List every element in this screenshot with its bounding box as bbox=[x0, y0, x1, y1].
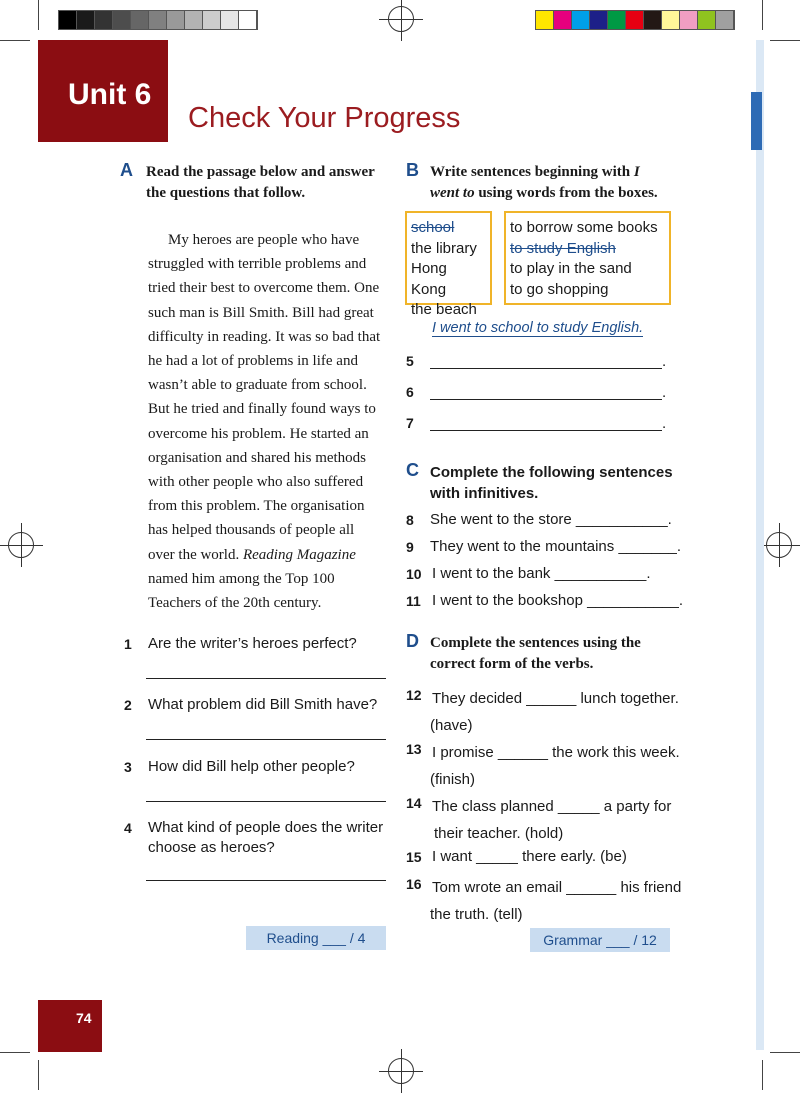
question-line: They decided ______ lunch together. bbox=[432, 690, 679, 707]
instruction-line: with infinitives. bbox=[430, 485, 539, 502]
question-text: How did Bill help other people? bbox=[148, 758, 355, 775]
reading-passage bbox=[148, 228, 384, 615]
question-line: choose as heroes? bbox=[148, 839, 275, 856]
gray-swatch bbox=[59, 11, 77, 29]
color-swatch bbox=[536, 11, 554, 29]
question-number: 6 bbox=[406, 384, 414, 400]
registration-mark-top bbox=[388, 6, 414, 32]
process-color-bar bbox=[535, 10, 735, 30]
section-d-letter: D bbox=[406, 631, 419, 651]
question-number: 9 bbox=[406, 539, 414, 555]
question-line: (finish) bbox=[430, 771, 476, 788]
passage-text: named him among the Top 100 Teachers of the 20th century. bbox=[148, 570, 335, 612]
word-option: to borrow some books bbox=[510, 219, 658, 236]
instruction-text: using words from the boxes. bbox=[474, 185, 658, 201]
answer-line[interactable] bbox=[430, 368, 662, 369]
gray-color-bar bbox=[58, 10, 258, 30]
registration-mark-left bbox=[8, 532, 34, 558]
question-number: 14 bbox=[406, 795, 422, 811]
color-swatch bbox=[680, 11, 698, 29]
section-a-instruction bbox=[146, 162, 375, 204]
score-total: / 12 bbox=[633, 932, 657, 948]
unit-label: Unit 6 bbox=[68, 78, 152, 111]
registration-mark-bottom bbox=[388, 1058, 414, 1084]
question-text bbox=[432, 874, 681, 928]
question-number: 2 bbox=[124, 697, 132, 713]
instruction-italic: went to bbox=[430, 185, 475, 201]
question-text bbox=[432, 739, 680, 793]
registration-mark-right bbox=[766, 532, 792, 558]
score-blank[interactable]: ___ bbox=[606, 932, 630, 948]
question-number: 15 bbox=[406, 849, 422, 865]
section-c-instruction bbox=[430, 462, 673, 504]
instruction-line: the questions that follow. bbox=[146, 185, 306, 201]
word-crossed-out: school bbox=[411, 219, 455, 236]
question-line: (have) bbox=[430, 717, 473, 734]
crop-mark bbox=[762, 1060, 763, 1090]
score-label: Grammar bbox=[543, 932, 603, 948]
question-line: What kind of people does the writer bbox=[148, 819, 384, 836]
question-text: Are the writer’s heroes perfect? bbox=[148, 635, 357, 652]
page-number-box bbox=[38, 1000, 102, 1052]
gray-swatch bbox=[113, 11, 131, 29]
crop-mark bbox=[762, 0, 763, 30]
color-swatch bbox=[554, 11, 572, 29]
instruction-line: Complete the following sentences bbox=[430, 464, 673, 481]
gray-swatch bbox=[203, 11, 221, 29]
question-text: She went to the store ___________. bbox=[430, 511, 672, 528]
section-d-instruction bbox=[430, 633, 641, 675]
color-swatch bbox=[572, 11, 590, 29]
question-text: They went to the mountains _______. bbox=[430, 538, 682, 555]
score-label: Reading bbox=[266, 930, 319, 946]
section-b-instruction bbox=[430, 162, 658, 204]
gray-swatch bbox=[239, 11, 257, 29]
color-swatch bbox=[716, 11, 734, 29]
color-swatch bbox=[608, 11, 626, 29]
section-b-letter: B bbox=[406, 160, 419, 180]
word-option: the beach bbox=[411, 301, 477, 318]
answer-line[interactable] bbox=[146, 678, 386, 679]
magazine-title: Reading Magazine bbox=[242, 546, 356, 563]
color-swatch bbox=[590, 11, 608, 29]
crop-mark bbox=[0, 1052, 30, 1053]
question-number: 8 bbox=[406, 512, 414, 528]
line-end: . bbox=[662, 415, 667, 432]
answer-line[interactable] bbox=[430, 399, 662, 400]
instruction-line: Read the passage below and answer bbox=[146, 164, 375, 180]
gray-swatch bbox=[95, 11, 113, 29]
margin-strip bbox=[756, 40, 764, 1050]
question-line: the truth. (tell) bbox=[430, 906, 523, 923]
question-number: 11 bbox=[406, 593, 421, 609]
question-number: 16 bbox=[406, 876, 422, 892]
line-end: . bbox=[662, 384, 667, 401]
question-number: 12 bbox=[406, 687, 422, 703]
question-text bbox=[432, 685, 679, 739]
section-a-letter: A bbox=[120, 160, 133, 180]
places-word-box bbox=[405, 211, 492, 318]
answer-line[interactable] bbox=[430, 430, 662, 431]
question-text bbox=[148, 818, 383, 858]
section-c-letter: C bbox=[406, 460, 419, 480]
instruction-line: Complete the sentences using the bbox=[430, 635, 641, 651]
crop-mark bbox=[0, 40, 30, 41]
question-number: 5 bbox=[406, 353, 414, 369]
purposes-word-box bbox=[504, 211, 671, 305]
instruction-line: correct form of the verbs. bbox=[430, 656, 594, 672]
question-text: What problem did Bill Smith have? bbox=[148, 696, 378, 713]
crop-mark bbox=[38, 0, 39, 30]
page-number: 74 bbox=[76, 1010, 92, 1026]
answer-line[interactable] bbox=[146, 801, 386, 802]
answer-line[interactable] bbox=[146, 739, 386, 740]
crop-mark bbox=[770, 1052, 800, 1053]
question-text: I want _____ there early. (be) bbox=[432, 848, 627, 865]
instruction-text: Write sentences beginning with bbox=[430, 164, 634, 180]
color-swatch bbox=[626, 11, 644, 29]
crop-mark bbox=[770, 40, 800, 41]
word-option: Hong Kong bbox=[411, 260, 447, 298]
gray-swatch bbox=[221, 11, 239, 29]
gray-swatch bbox=[185, 11, 203, 29]
question-number: 7 bbox=[406, 415, 414, 431]
crop-mark bbox=[38, 1060, 39, 1090]
color-swatch bbox=[644, 11, 662, 29]
word-crossed-out: to study English bbox=[510, 239, 616, 257]
question-line: their teacher. (hold) bbox=[434, 825, 564, 842]
gray-swatch bbox=[167, 11, 185, 29]
word-option: to play in the sand bbox=[510, 260, 632, 277]
line-end: . bbox=[662, 353, 667, 370]
question-number: 3 bbox=[124, 759, 132, 775]
unit-tab-marker bbox=[751, 92, 762, 150]
page-title: Check Your Progress bbox=[188, 102, 461, 134]
question-number: 10 bbox=[406, 566, 422, 582]
question-number: 1 bbox=[124, 636, 132, 652]
question-number: 13 bbox=[406, 741, 422, 757]
question-line: Tom wrote an email ______ his friend bbox=[432, 879, 682, 896]
question-text: I went to the bank ___________. bbox=[432, 565, 651, 582]
color-swatch bbox=[698, 11, 716, 29]
question-text: I went to the bookshop ___________. bbox=[432, 592, 684, 609]
word-option: to go shopping bbox=[510, 280, 609, 298]
gray-swatch bbox=[77, 11, 95, 29]
gray-swatch bbox=[149, 11, 167, 29]
word-option: the library bbox=[411, 239, 477, 257]
reading-score-box bbox=[246, 926, 386, 950]
instruction-italic: I bbox=[633, 164, 640, 180]
question-line: I promise ______ the work this week. bbox=[432, 744, 680, 761]
color-swatch bbox=[662, 11, 680, 29]
score-total: / 4 bbox=[349, 930, 366, 946]
example-sentence: I went to school to study English. bbox=[432, 320, 644, 336]
question-text bbox=[432, 793, 671, 847]
passage-text: My heroes are people who have struggled with terrible problems and tried their best to overcome them. One such man is Bill Smith. Bill had great difficulty in reading. It was so bad that he had a lot of problems in life and wasn’t able to graduate from school. But he tried and finally found ways to overcome his problem. He started an organisation and shared his methods with other people who also suffered from this problem. The organisation has helped thousands of people all over the world. bbox=[148, 232, 381, 563]
grammar-score-box bbox=[530, 928, 670, 952]
question-number: 4 bbox=[124, 820, 132, 836]
answer-line[interactable] bbox=[146, 880, 386, 881]
question-line: The class planned _____ a party for bbox=[432, 798, 672, 815]
score-blank[interactable]: ___ bbox=[322, 930, 346, 946]
gray-swatch bbox=[131, 11, 149, 29]
